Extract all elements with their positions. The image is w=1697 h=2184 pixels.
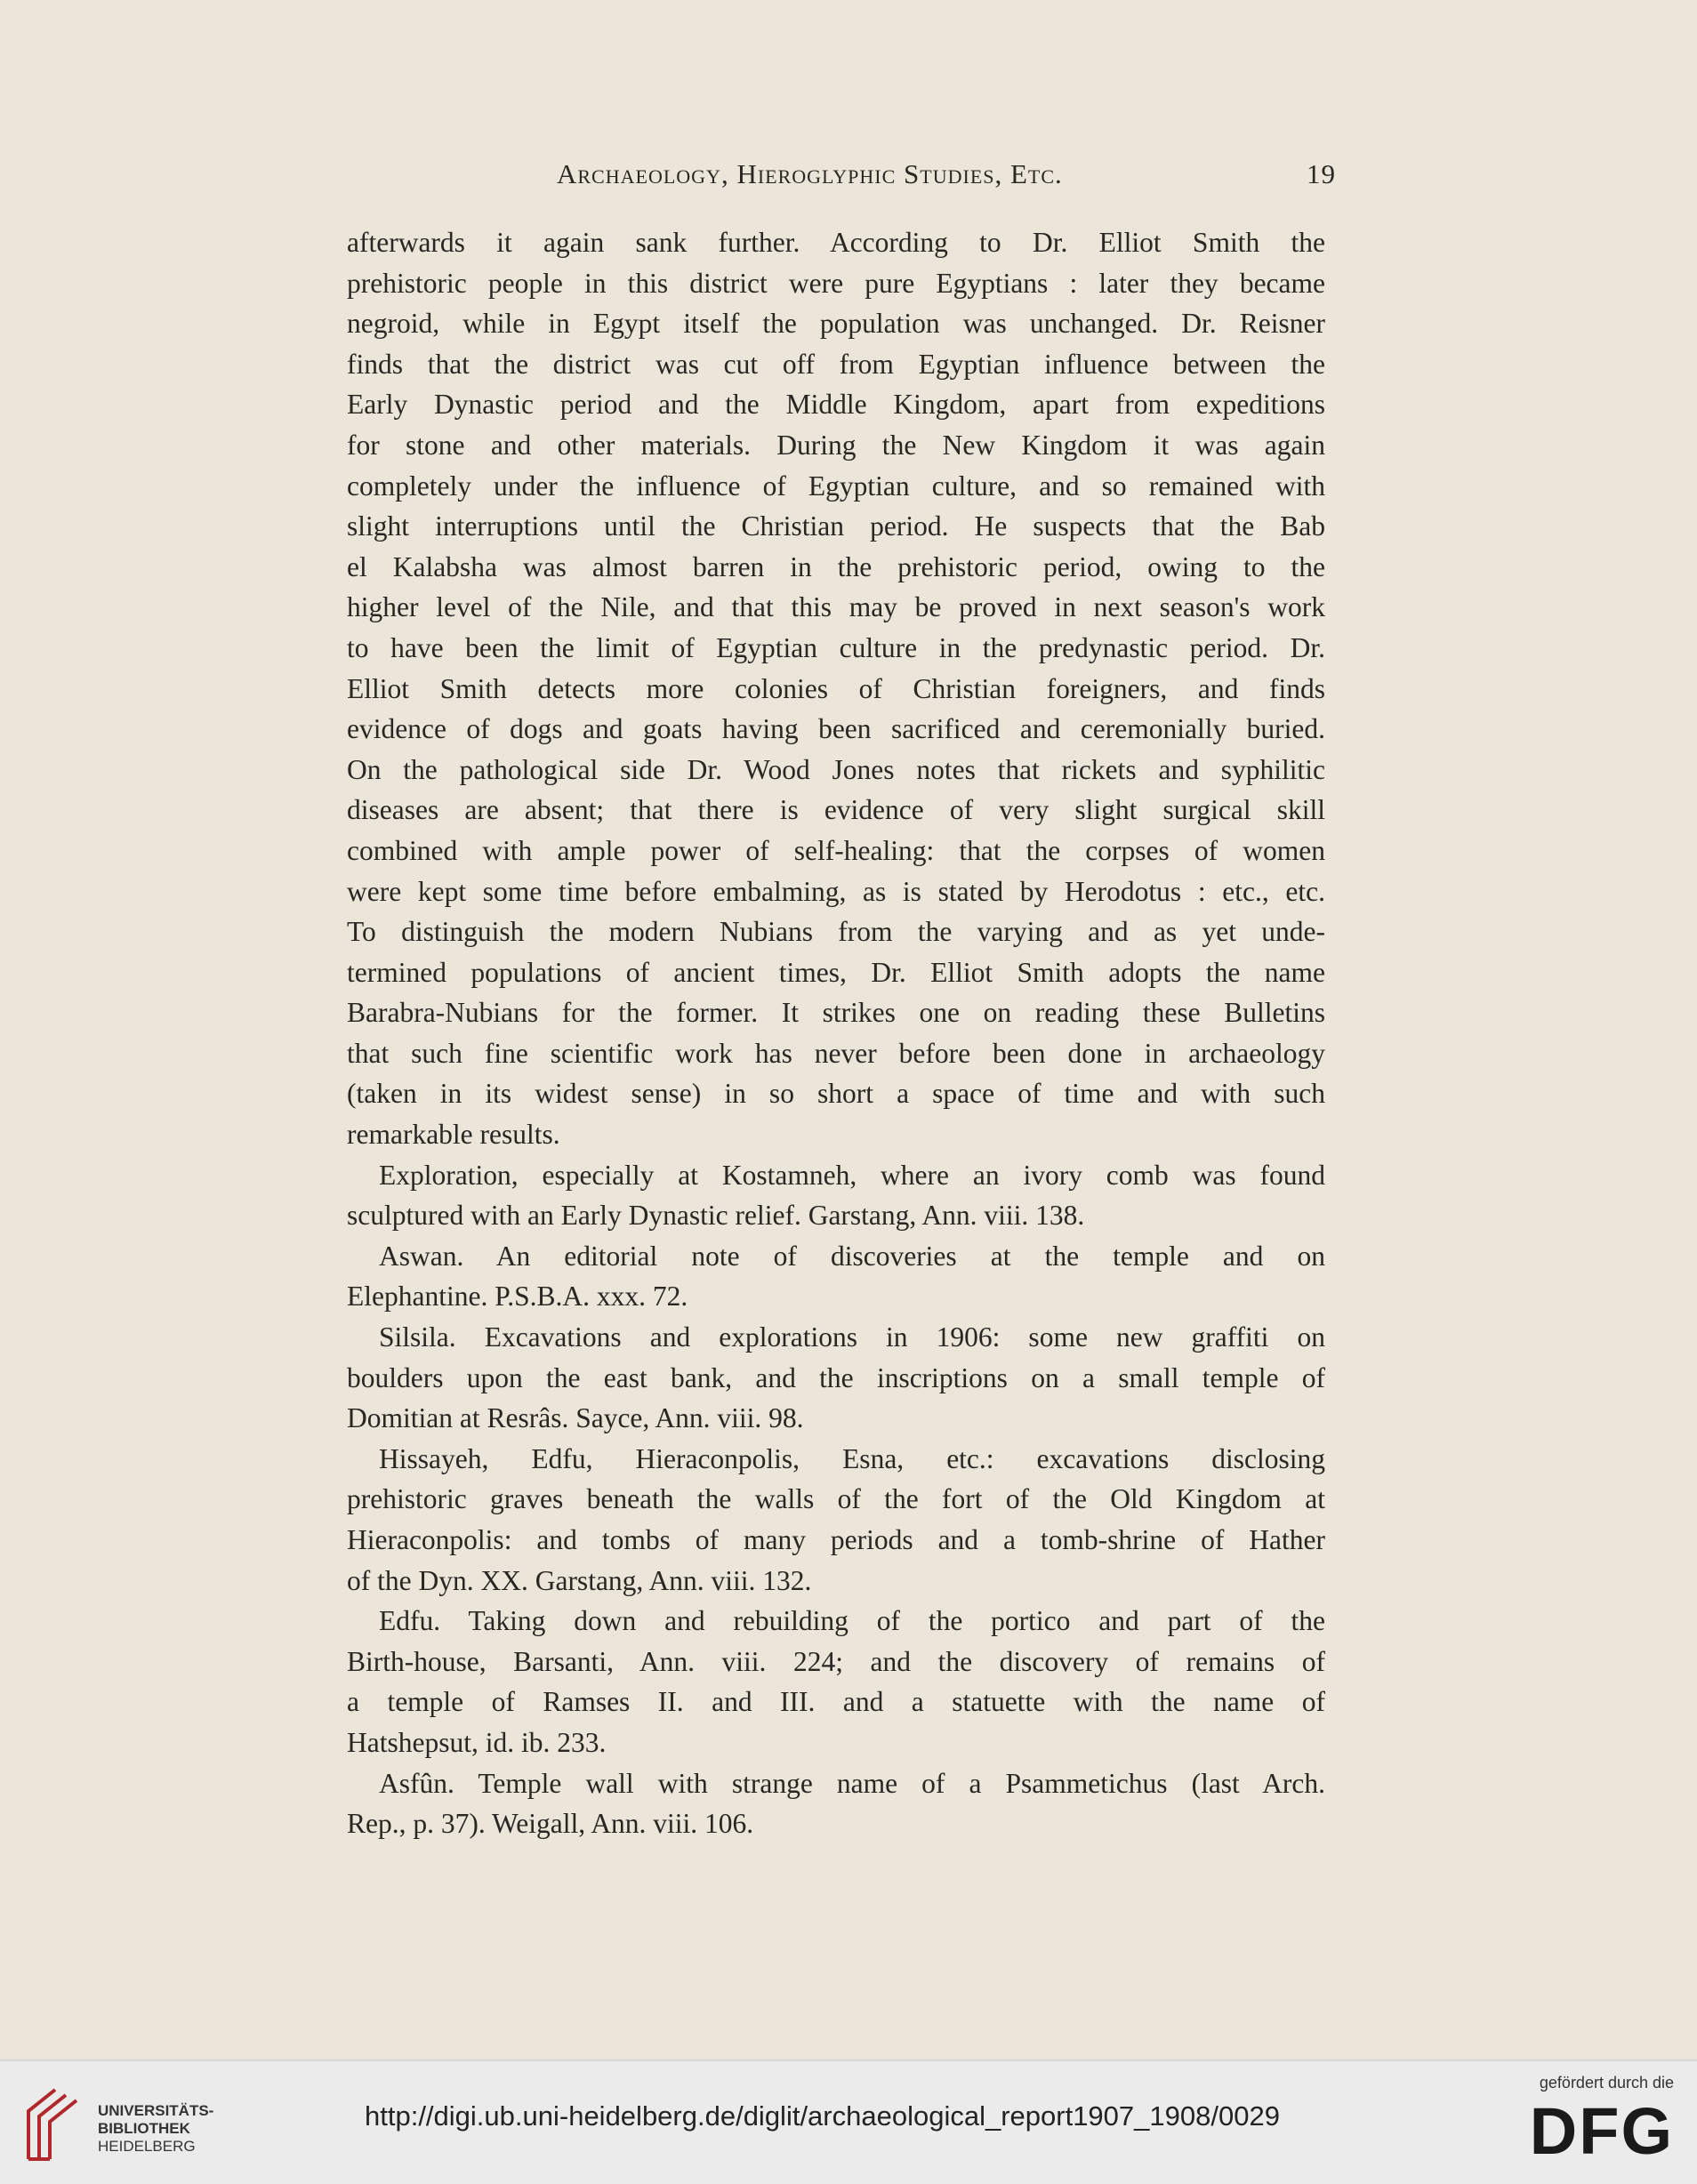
text-line: Asfûn. Temple wall with strange name of a Psammetichus (last Arch. — [379, 1767, 1325, 1799]
text-line: Edfu. Taking down and rebuilding of the portico and part of the — [379, 1605, 1325, 1637]
text-line: On the pathological side Dr. Wood Jones notes that rickets and syphilitic — [347, 753, 1325, 785]
dfg-logo-icon: DFG — [1529, 2094, 1674, 2168]
paragraph — [347, 1317, 1325, 1439]
text-line: negroid, while in Egypt itself the population was unchanged. Dr. Reisner — [347, 308, 1325, 340]
library-logo[interactable] — [20, 2084, 242, 2164]
text-line: prehistoric people in this district were pure Egyptians : later they became — [347, 267, 1325, 299]
text-line: Domitian at Resrâs. Sayce, Ann. viii. 98. — [347, 1402, 804, 1434]
text-line: higher level of the Nile, and that this may be proved in next season's work — [347, 591, 1325, 623]
text-line: Rep., p. 37). Weigall, Ann. viii. 106. — [347, 1808, 754, 1840]
page-number: 19 — [1307, 158, 1336, 189]
body-text — [347, 222, 1325, 1844]
text-line: to have been the limit of Egyptian culture in the predynastic period. Dr. — [347, 631, 1325, 663]
library-name — [98, 2102, 213, 2156]
text-line: combined with ample power of self-healing: that the corpses of women — [347, 834, 1325, 866]
paragraph — [347, 1439, 1325, 1601]
permalink-url[interactable]: http://digi.ub.uni-heidelberg.de/diglit/archaeological_report1907_1908/0029 — [365, 2100, 1280, 2132]
text-line: remarkable results. — [347, 1119, 560, 1151]
viewer-footer — [0, 2060, 1697, 2184]
text-line: el Kalabsha was almost barren in the prehistoric period, owing to the — [347, 550, 1325, 582]
paragraph — [347, 222, 1325, 1155]
text-line: for stone and other materials. During the New Kingdom it was again — [347, 429, 1325, 461]
text-line: Early Dynastic period and the Middle Kingdom, apart from expeditions — [347, 389, 1325, 421]
text-line: that such fine scientific work has never before been done in archaeology — [347, 1037, 1325, 1069]
paragraph — [347, 1601, 1325, 1762]
library-name-line3: HEIDELBERG — [98, 2138, 196, 2155]
text-line: sculptured with an Early Dynastic relief. Garstang, Ann. viii. 138. — [347, 1200, 1085, 1232]
text-line: were kept some time before embalming, as is stated by Herodotus : etc., etc. — [347, 875, 1325, 907]
text-line: diseases are absent; that there is evidence of very slight surgical skill — [347, 794, 1325, 826]
text-line: Hissayeh, Edfu, Hieraconpolis, Esna, etc.: excavations disclosing — [379, 1442, 1325, 1474]
text-line: a temple of Ramses II. and III. and a statuette with the name of — [347, 1686, 1325, 1718]
library-name-line2: BIBLIOTHEK — [98, 2120, 190, 2137]
text-line: Birth-house, Barsanti, Ann. viii. 224; and the discovery of remains of — [347, 1645, 1325, 1677]
library-emblem-icon — [20, 2084, 91, 2164]
library-name-line1: UNIVERSITÄTS- — [98, 2102, 214, 2119]
text-line: Silsila. Excavations and explorations in 1906: some new graffiti on — [379, 1321, 1325, 1353]
text-line: (taken in its widest sense) in so short a space of time and with such — [347, 1078, 1325, 1110]
text-line: finds that the district was cut off from Egyptian influence between the — [347, 348, 1325, 380]
funder-logo[interactable] — [1505, 2074, 1674, 2172]
text-line: Elliot Smith detects more colonies of Christian foreigners, and finds — [347, 672, 1325, 704]
paragraph — [347, 1763, 1325, 1844]
text-line: of the Dyn. XX. Garstang, Ann. viii. 132. — [347, 1564, 812, 1596]
text-line: evidence of dogs and goats having been sacrificed and ceremonially buried. — [347, 713, 1325, 745]
text-line: boulders upon the east bank, and the inscriptions on a small temple of — [347, 1361, 1325, 1393]
funding-note: gefördert durch die — [1539, 2074, 1674, 2092]
text-line: Exploration, especially at Kostamneh, where an ivory comb was found — [379, 1159, 1325, 1191]
text-line: prehistoric graves beneath the walls of the fort of the Old Kingdom at — [347, 1483, 1325, 1515]
running-head-title: Archaeology, Hieroglyphic Studies, Etc. — [557, 158, 1063, 189]
text-line: Hieraconpolis: and tombs of many periods and a tomb-shrine of Hather — [347, 1524, 1325, 1555]
text-line: Elephantine. P.S.B.A. xxx. 72. — [347, 1281, 688, 1313]
paragraph — [347, 1155, 1325, 1236]
text-line: completely under the influence of Egyptian culture, and so remained with — [347, 470, 1325, 502]
text-line: afterwards it again sank further. According to Dr. Elliot Smith the — [347, 227, 1325, 258]
text-line: slight interruptions until the Christian period. He suspects that the Bab — [347, 510, 1325, 542]
text-line: Barabra-Nubians for the former. It strikes one on reading these Bulletins — [347, 997, 1325, 1029]
text-line: termined populations of ancient times, Dr. Elliot Smith adopts the name — [347, 956, 1325, 988]
text-line: Aswan. An editorial note of discoveries at the temple and on — [379, 1240, 1325, 1272]
text-line: To distinguish the modern Nubians from the varying and as yet unde- — [347, 916, 1325, 948]
paragraph — [347, 1236, 1325, 1317]
text-line: Hatshepsut, id. ib. 233. — [347, 1726, 607, 1758]
